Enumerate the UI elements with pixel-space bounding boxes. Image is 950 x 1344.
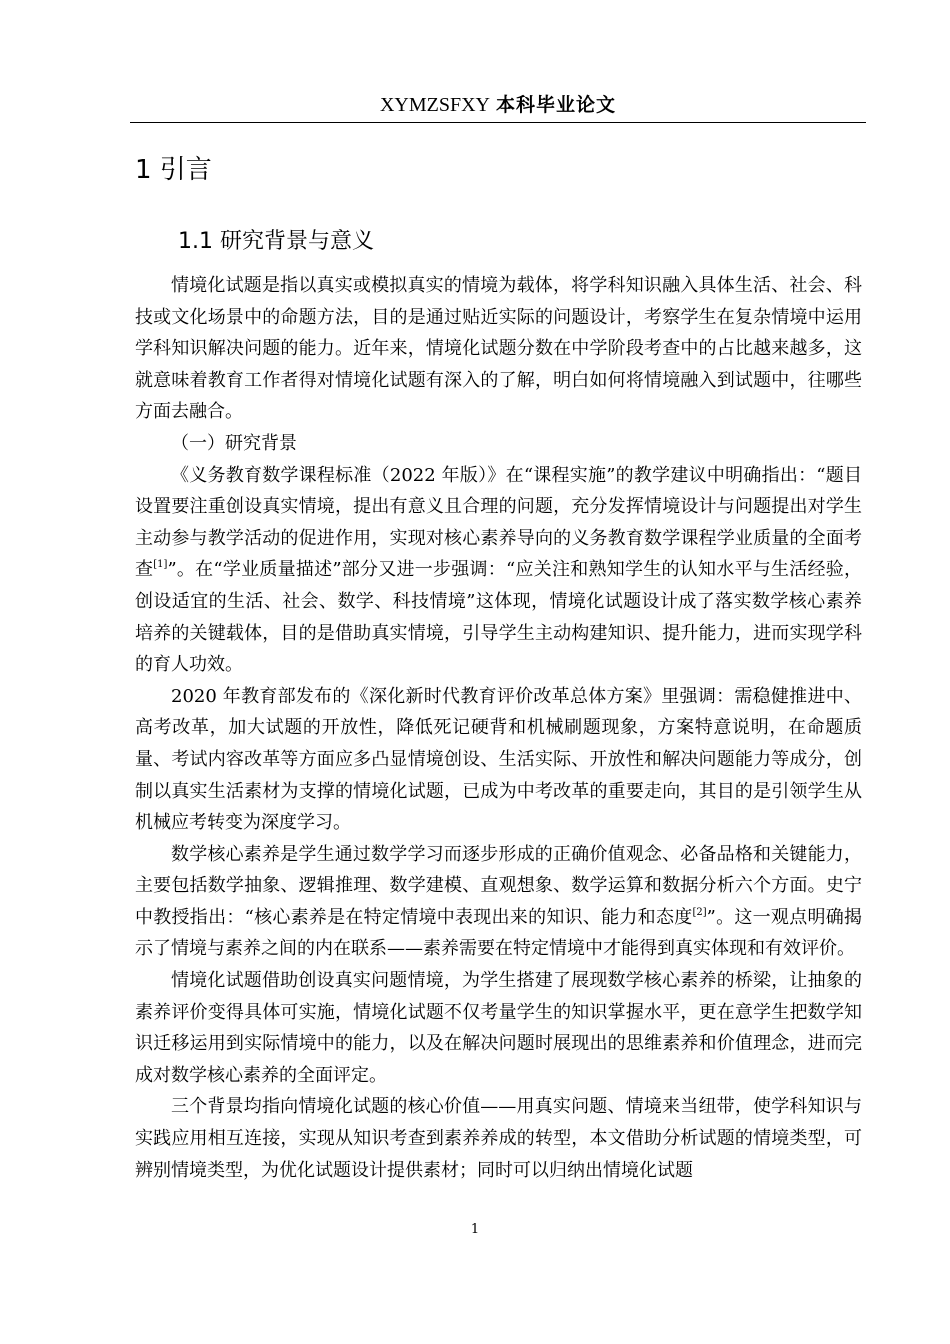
running-header [130, 92, 866, 118]
paragraph-definition: 情境化试题是指以真实或模拟真实的情境为载体，将学科知识融入具体生活、社会、科技或文化场景中的命题方法，目的是通过贴近实际的问题设计，考察学生在复杂情境中运用学科知识解决问题的能力。近年来，情境化试题分数在中学阶段考查中的占比越来越多，这就意味着教育工作者得对情境化试题有深入的了解，明白如何将情境融入到试题中，往哪些方面去融合。 [135, 275, 862, 423]
paragraph-curriculum-standard [135, 460, 862, 681]
paragraph-text: 数学核心素养是学生通过数学学习而逐步形成的正确价值观念、必备品格和关键能力，主要包括数学抽象、逻辑推理、数学建模、直观想象、数学运算和数据分析六个方面。史宁中教授指出：“核心素养是在特定情境中表现出来的知识、能力和态度 [135, 843, 862, 928]
page-number: 1 [470, 1222, 480, 1237]
chapter-heading: 1 引言 [135, 155, 212, 185]
citation-ref-1: [1] [153, 559, 168, 571]
paragraph-text: ”。在“学业质量描述”部分又进一步强调：“应关注和熟知学生的认知水平与生活经验，创设适宜的生活、社会、数学、科技情境”这体现，情境化试题设计成了落实数学核心素养培养的关键载体，目的是借助真实情境，引导学生主动构建知识、提升能力，进而实现学科的育人功效。 [135, 559, 863, 676]
subheading-research-background: （一）研究背景 [171, 432, 297, 454]
header-code: XYMZSFXY [379, 94, 490, 116]
paragraph-text: 《义务教育数学课程标准（2022 年版）》在“课程实施”的教学建议中明确指出：“题目设置要注重创设真实情境，提出有意义且合理的问题，充分发挥情境设计与问题提出对学生主动参与教学活动的促进作用，实现对核心素养导向的义务教育数学课程学业质量的全面考查 [135, 464, 862, 581]
paragraph-core-literacy [135, 839, 862, 965]
body-text [135, 270, 862, 1186]
section-heading: 1.1 研究背景与意义 [178, 229, 374, 254]
header-rule [130, 122, 866, 123]
paragraph-summary: 三个背景均指向情境化试题的核心价值——用真实问题、情境来当纽带，使学科知识与实践应用相互连接，实现从知识考查到素养养成的转型，本文借助分析试题的情境类型，可辨别情境类型，为优化试题设计提供素材；同时可以归纳出情境化试题 [135, 1096, 862, 1181]
paragraph-evaluation-reform: 2020 年教育部发布的《深化新时代教育评价改革总体方案》里强调：需稳健推进中、高考改革，加大试题的开放性，降低死记硬背和机械刷题现象，方案特意说明，在命题质量、考试内容改革等方面应多凸显情境创设、生活实际、开放性和解决问题能力等成分，创制以真实生活素材为支撑的情境化试题，已成为中考改革的重要走向，其目的是引领学生从机械应考转变为深度学习。 [135, 685, 862, 834]
paragraph-situational-questions: 情境化试题借助创设真实问题情境，为学生搭建了展现数学核心素养的桥梁，让抽象的素养评价变得具体可实施，情境化试题不仅考量学生的知识掌握水平，更在意学生把数学知识迁移运用到实际情境中的能力，以及在解决问题时展现出的思维素养和价值理念，进而完成对数学核心素养的全面评定。 [135, 970, 862, 1086]
header-title: 本科毕业论文 [496, 94, 617, 116]
paragraph-text: ”。这一观点明确揭示了情境与素养之间的内在联系——素养需要在特定情境中才能得到真实体现和有效评价。 [135, 906, 862, 960]
citation-ref-2: [2] [692, 906, 707, 918]
